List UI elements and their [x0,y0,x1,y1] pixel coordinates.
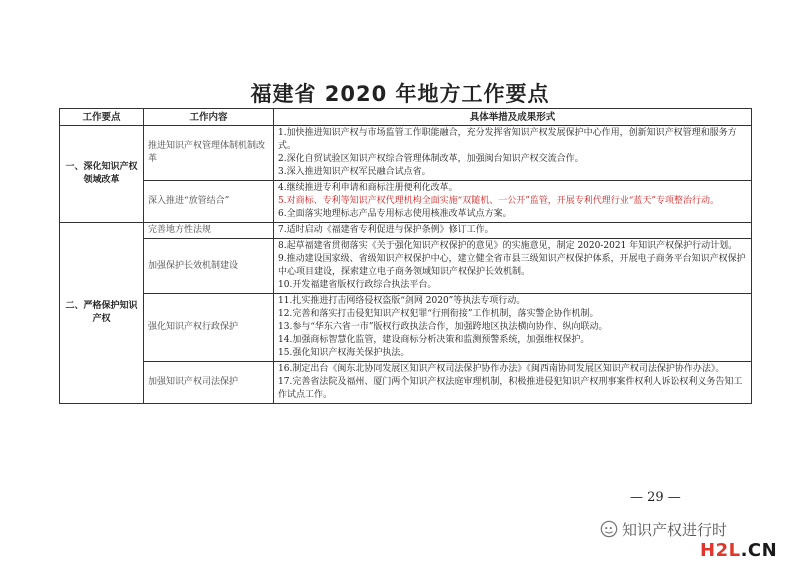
measure-item: 2.深化自贸试验区知识产权综合管理体制改革，加强闽台知识产权交流合作。 [278,154,584,164]
measures-cell [274,126,752,181]
measure-item: 1.加快推进知识产权与市场监管工作职能融合，充分发挥省知识产权发展保护中心作用，创新知识产权管理和服务方式。 [278,128,737,151]
page-number: — 29 — [630,490,681,505]
site-logo-prefix: H2L [700,540,741,561]
table-row [60,294,752,362]
measure-item: 15.强化知识产权海关保护执法。 [278,348,410,358]
measures-cell [274,181,752,223]
work-content-cell: 加强保护长效机制建设 [144,239,274,294]
work-content-cell: 完善地方性法规 [144,223,274,239]
header-measures: 具体举措及成果形式 [274,109,752,126]
measures-cell [274,362,752,404]
work-content-cell: 推进知识产权管理体制机制改革 [144,126,274,181]
table-row [60,223,752,239]
measure-item: 6.全面落实地理标志产品专用标志使用核准改革试点方案。 [278,209,512,219]
table-row [60,181,752,223]
watermark-text: 知识产权进行时 [622,520,728,539]
header-area: 工作要点 [60,109,144,126]
measure-item: 9.推动建设国家级、省级知识产权保护中心，建立健全省市县三级知识产权保护体系，开展电子商务平台知识产权保护中心项目建设，探索建立电子商务领域知识产权保护长效机制。 [278,254,746,277]
table-row [60,362,752,404]
header-row [60,109,752,126]
measures-cell [274,294,752,362]
measure-item: 16.制定出台《闽东北协同发展区知识产权司法保护协作办法》《闽西南协同发展区知识产权司法保护协作办法》。 [278,364,725,374]
work-area-cell: 二、严格保护知识产权 [60,223,144,404]
work-content-cell: 加强知识产权司法保护 [144,362,274,404]
wechat-watermark [600,518,800,540]
header-content: 工作内容 [144,109,274,126]
work-plan-table [59,108,752,404]
measure-item: 13.参与“华东六省一市”版权行政执法合作，加强跨地区执法横向协作、纵向联动。 [278,322,608,332]
measure-item: 4.继续推进专利申请和商标注册便利化改革。 [278,183,458,193]
measure-item: 10.开发福建省版权行政综合执法平台。 [278,280,437,290]
wechat-logo-icon [600,520,618,538]
measure-item: 14.加强商标智慧化监管，建设商标分析决策和监测预警系统，加强维权保护。 [278,335,590,345]
site-logo [700,540,777,561]
work-content-cell: 强化知识产权行政保护 [144,294,274,362]
measure-item: 12.完善和落实打击侵犯知识产权犯罪“行刑衔接”工作机制，落实警企协作机制。 [278,309,599,319]
table-row [60,239,752,294]
measure-item: 5.对商标、专利等知识产权代理机构全面实施“双随机、一公开”监管，开展专利代理行业“蓝天”专项整治行动。 [278,196,719,206]
measure-item: 8.起草福建省贯彻落实《关于强化知识产权保护的意见》的实施意见，制定 2020-2021 年知识产权保护行动计划。 [278,241,738,251]
work-area-cell: 一、深化知识产权领域改革 [60,126,144,223]
measures-cell [274,223,752,239]
page-title: 福建省 2020 年地方工作要点 [250,82,550,106]
measure-item: 11.扎实推进打击网络侵权盗版“剑网 2020”等执法专项行动。 [278,296,526,306]
table-row [60,126,752,181]
measures-cell [274,239,752,294]
measure-item: 3.深入推进知识产权军民融合试点省。 [278,167,431,177]
site-logo-suffix: .CN [740,540,778,561]
measure-item: 17.完善省法院及福州、厦门两个知识产权法庭审理机制，积极推进侵犯知识产权刑事案件权利人诉讼权利义务告知工作试点工作。 [278,377,743,400]
work-content-cell: 深入推进“放管结合” [144,181,274,223]
measure-item: 7.适时启动《福建省专利促进与保护条例》修订工作。 [278,225,494,235]
